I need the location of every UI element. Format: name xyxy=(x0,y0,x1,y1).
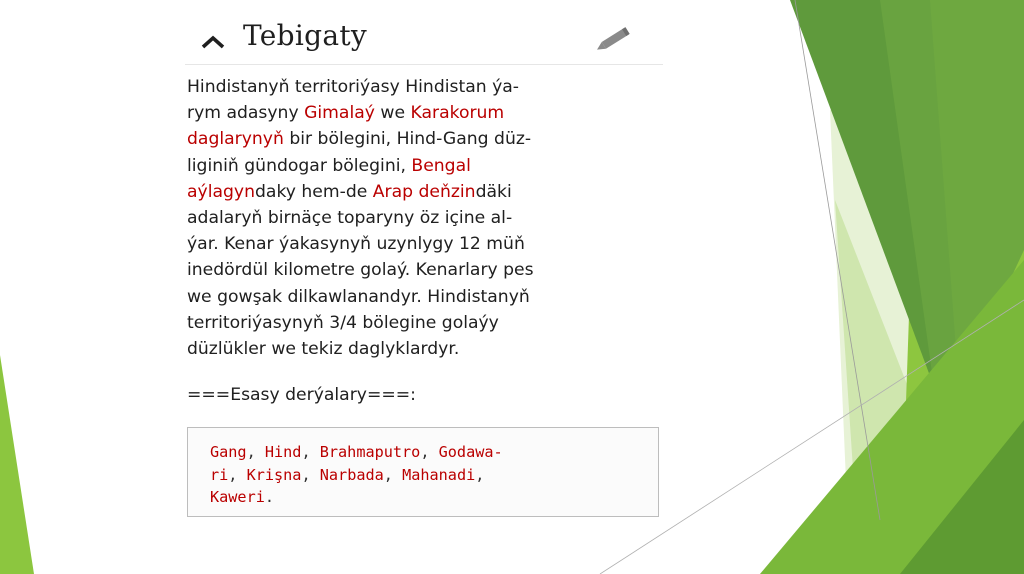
text-segment: daky hem-de xyxy=(255,181,373,202)
wiki-link[interactable]: Godawa- xyxy=(438,443,503,461)
text-line xyxy=(187,310,657,336)
wiki-link[interactable]: Gimalaý xyxy=(304,103,375,124)
text-line xyxy=(187,153,657,179)
text-segment: Hindistanyň territoriýasy Hindistan ýa- xyxy=(187,77,520,97)
text-segment: we gowşak dilkawlanandyr. Hindistanyň xyxy=(187,286,530,307)
text-segment: , xyxy=(228,465,247,484)
wiki-link[interactable]: daglarynyň xyxy=(187,129,284,150)
wiki-link[interactable]: ri xyxy=(210,465,229,484)
text-segment: , xyxy=(301,443,320,461)
article-content xyxy=(185,0,663,574)
rivers-subheading: ===Esasy derýalary===: xyxy=(187,385,416,405)
text-line xyxy=(187,100,657,126)
text-line xyxy=(187,284,657,310)
wiki-link[interactable]: Kaweri xyxy=(210,488,265,506)
rivers-list xyxy=(210,441,503,509)
text-segment: rym adasyny xyxy=(187,103,305,124)
text-segment: territoriýasynyň 3/4 bölegine golaýy xyxy=(187,312,499,333)
text-line xyxy=(210,486,503,509)
wiki-link[interactable]: Gang xyxy=(210,443,247,461)
text-segment: . xyxy=(264,488,275,506)
section-title: Tebigaty xyxy=(243,19,368,52)
text-segment: , xyxy=(383,465,403,484)
text-line xyxy=(210,464,503,487)
text-segment: düzlükler we tekiz daglyklardyr. xyxy=(187,339,460,360)
text-line xyxy=(210,441,503,464)
text-line xyxy=(187,126,657,152)
text-line xyxy=(187,257,657,283)
wiki-link[interactable]: Arap deňzin xyxy=(372,181,476,202)
pencil-icon[interactable] xyxy=(593,20,635,58)
text-line xyxy=(187,205,657,231)
wiki-link[interactable]: Brahmaputro xyxy=(319,443,421,461)
chevron-up-icon[interactable] xyxy=(199,32,229,52)
text-segment: , xyxy=(246,443,265,461)
text-line xyxy=(187,179,657,205)
body-paragraph xyxy=(187,74,657,362)
wiki-link[interactable]: Karakorum xyxy=(410,103,505,124)
wiki-link[interactable]: Bengal xyxy=(411,155,471,176)
text-segment: , xyxy=(301,465,320,484)
text-segment: adalaryň birnäçe toparyny öz içine al- xyxy=(187,208,513,229)
wiki-link[interactable]: aýlagyn xyxy=(187,181,255,202)
text-line xyxy=(187,336,657,362)
text-line xyxy=(187,231,657,257)
wiki-link[interactable]: Narbada xyxy=(319,465,384,484)
wiki-link[interactable]: Krişna xyxy=(246,465,302,484)
left-green-sliver xyxy=(0,355,34,574)
text-segment: däki xyxy=(475,181,512,202)
section-header[interactable] xyxy=(185,12,663,65)
text-segment: , xyxy=(475,465,485,484)
wiki-link[interactable]: Mahanadi xyxy=(402,465,476,484)
text-segment: ýar. Kenar ýakasynyň uzynlygy 12 müň xyxy=(187,234,525,255)
text-line xyxy=(187,74,657,100)
text-segment: liginiň gündogar bölegini, xyxy=(187,155,412,176)
wiki-link[interactable]: Hind xyxy=(264,443,302,461)
text-segment: bir bölegini, Hind-Gang düz- xyxy=(283,129,532,150)
text-segment: , xyxy=(420,443,439,461)
text-segment: inedördül kilometre golaý. Kenarlary pes xyxy=(187,260,534,281)
text-segment: we xyxy=(374,103,411,124)
rivers-code-box xyxy=(187,427,659,517)
